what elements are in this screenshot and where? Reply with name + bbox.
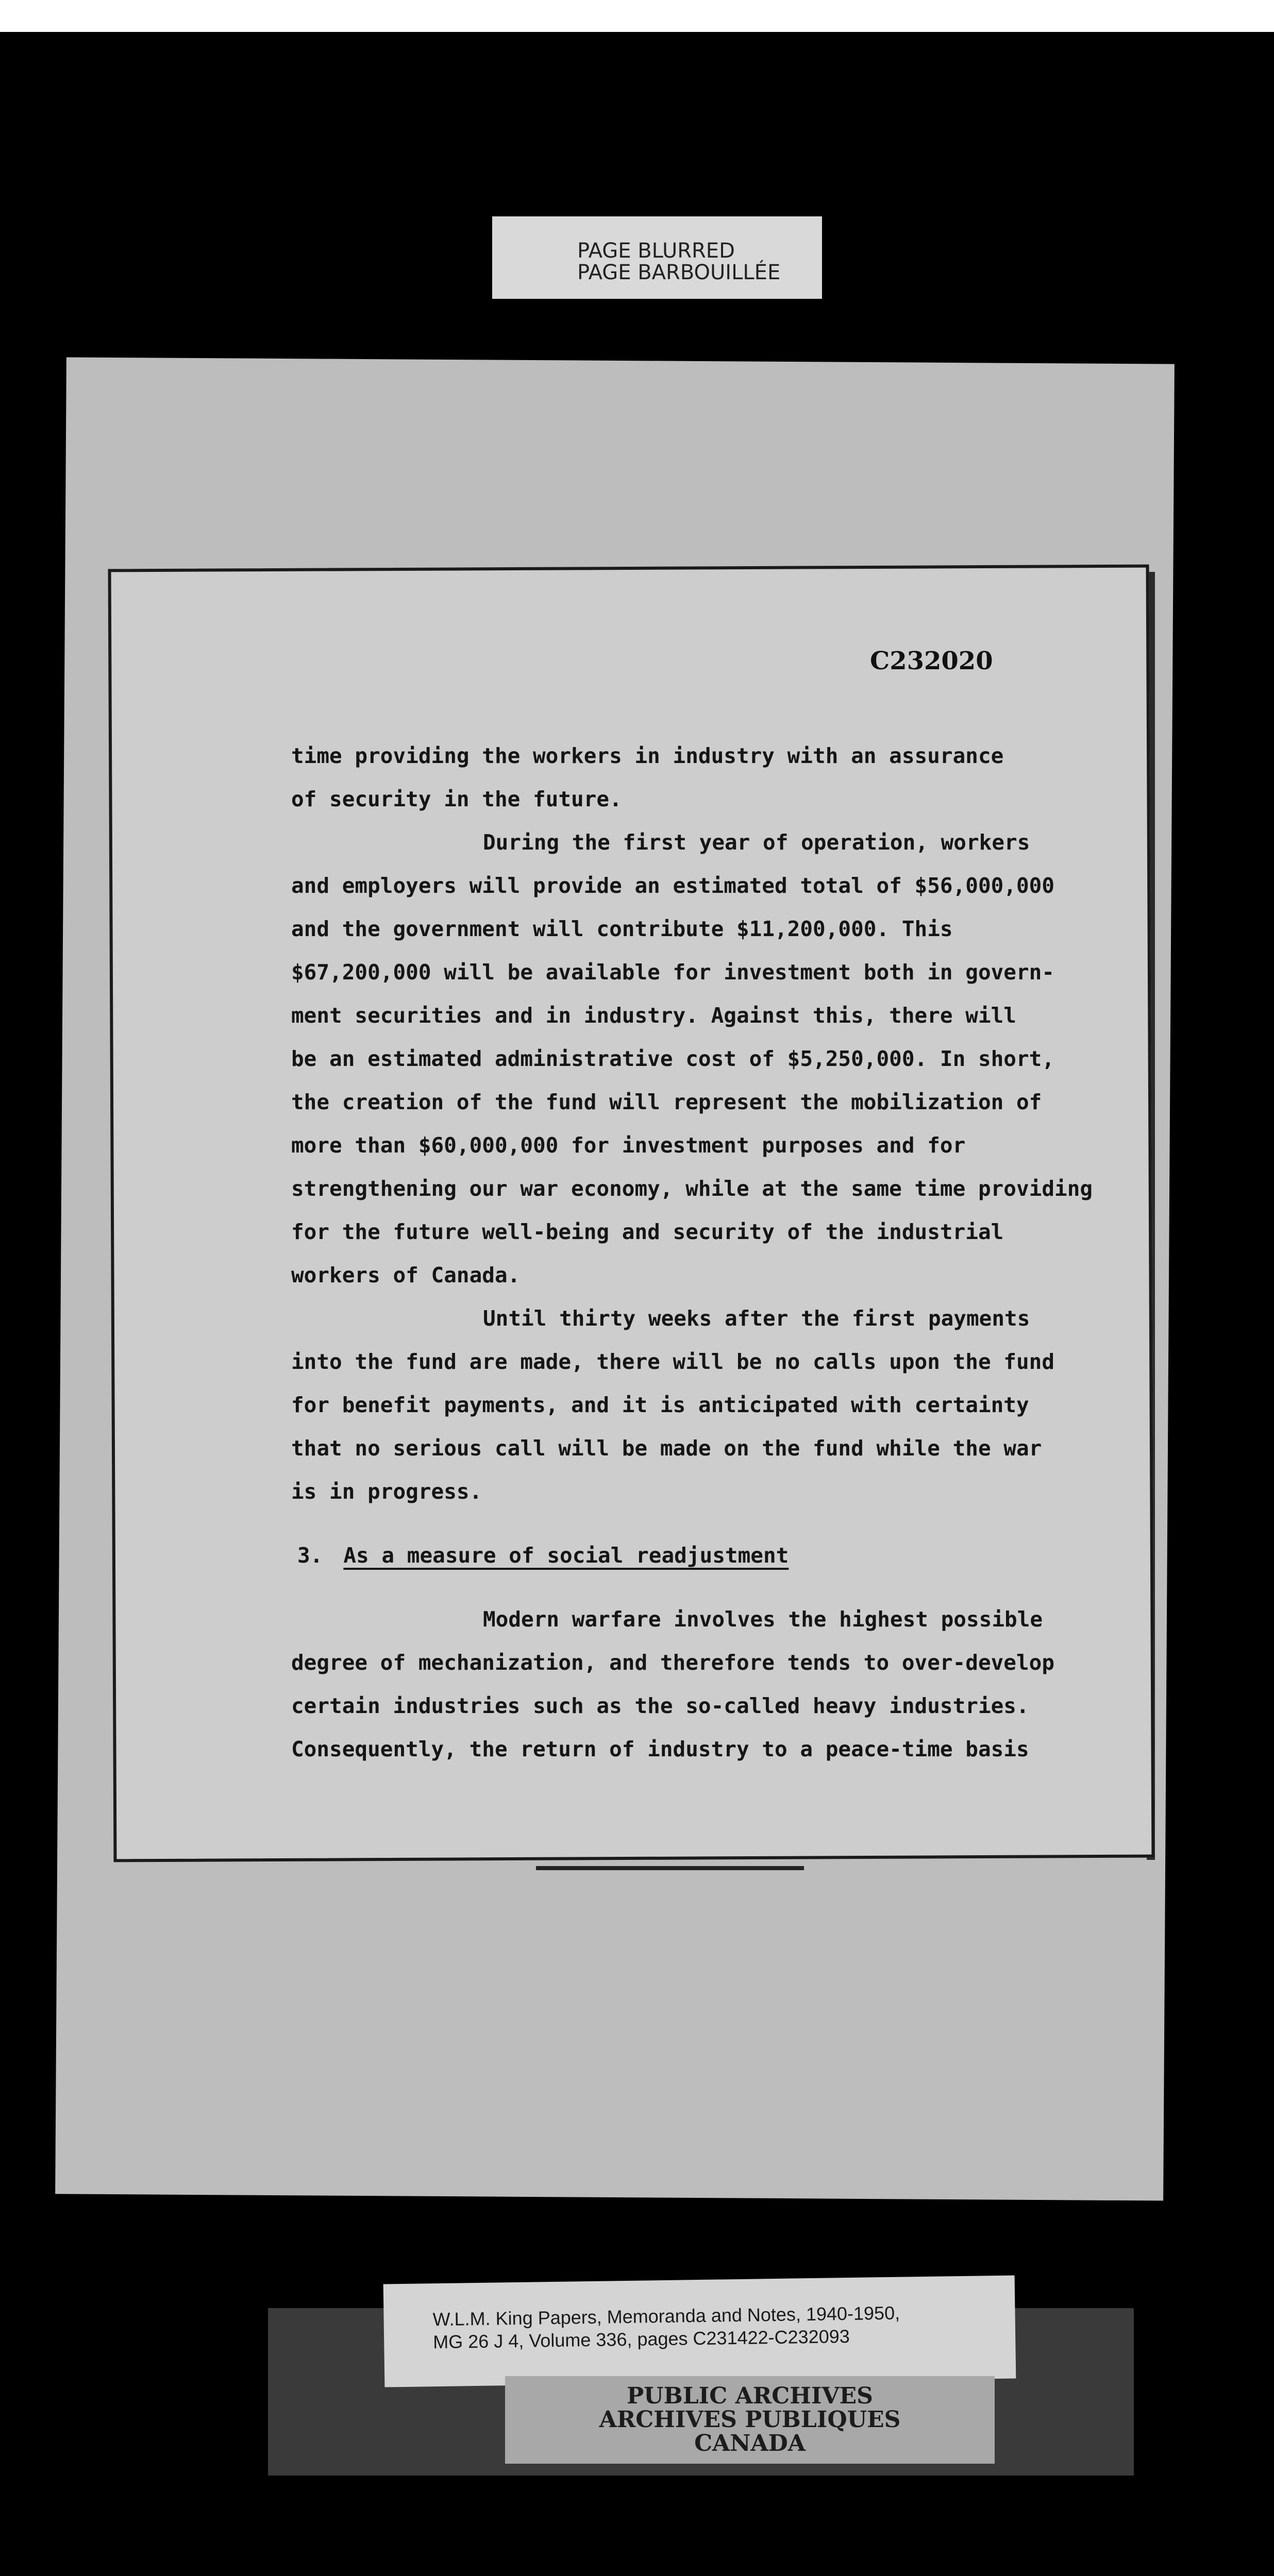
body-line: be an estimated administrative cost of $5,250,000. In short, [291,1046,1055,1071]
body-line: $67,200,000 will be available for investment both in govern- [291,960,1055,985]
body-line: During the first year of operation, workers [483,830,1030,855]
body-line: of security in the future. [291,787,622,811]
document-page-number: C232020 [870,647,993,675]
archive-citation-card [383,2275,1016,2387]
body-line: certain industries such as the so-called heavy industries. [291,1693,1029,1718]
stamp-line-1: PUBLIC ARCHIVES [627,2383,873,2409]
body-line: Modern warfare involves the highest possible [483,1607,1043,1632]
body-line: Until thirty weeks after the first payments [483,1306,1030,1331]
body-line: Consequently, the return of industry to a peace-time basis [291,1737,1029,1761]
body-line: and employers will provide an estimated total of $56,000,000 [291,873,1055,898]
body-line: degree of mechanization, and therefore tends to over-develop [291,1650,1055,1675]
body-line: more than $60,000,000 for investment purposes and for [291,1133,966,1158]
page-blurred-english: PAGE BLURRED [577,239,735,263]
body-line: into the fund are made, there will be no calls upon the fund [291,1349,1055,1374]
body-line: ment securities and in industry. Against this, there will [291,1003,1016,1028]
document-body [291,734,1142,1771]
page-blurred-french: PAGE BARBOUILLÉE [577,261,781,284]
body-line: for the future well-being and security of the industrial [291,1219,1004,1244]
stamp-line-3: CANADA [694,2430,806,2456]
body-line: that no serious call will be made on the fund while the war [291,1436,1042,1461]
body-line: strengthening our war economy, while at the same time providing [291,1176,1093,1201]
body-line: is in progress. [291,1479,482,1504]
citation-line-1: W.L.M. King Papers, Memoranda and Notes, 1940-1950, [432,2302,900,2330]
section-heading-number: 3. [297,1543,323,1568]
public-archives-stamp [505,2376,995,2464]
top-margin-strip [0,0,1274,32]
page-bottom-rule [536,1866,804,1870]
body-line: time providing the workers in industry with an assurance [291,743,1004,768]
section-heading-text: As a measure of social readjustment [343,1543,789,1568]
body-line: and the government will contribute $11,200,000. This [291,917,953,941]
citation-line-2: MG 26 J 4, Volume 336, pages C231422-C232093 [432,2325,850,2353]
section-heading [291,1534,1142,1577]
body-line: workers of Canada. [291,1263,521,1287]
page-blurred-label [492,216,822,299]
body-line: the creation of the fund will represent the mobilization of [291,1090,1042,1114]
body-line: for benefit payments, and it is anticipated with certainty [291,1393,1029,1417]
stamp-line-2: ARCHIVES PUBLIQUES [599,2406,901,2433]
